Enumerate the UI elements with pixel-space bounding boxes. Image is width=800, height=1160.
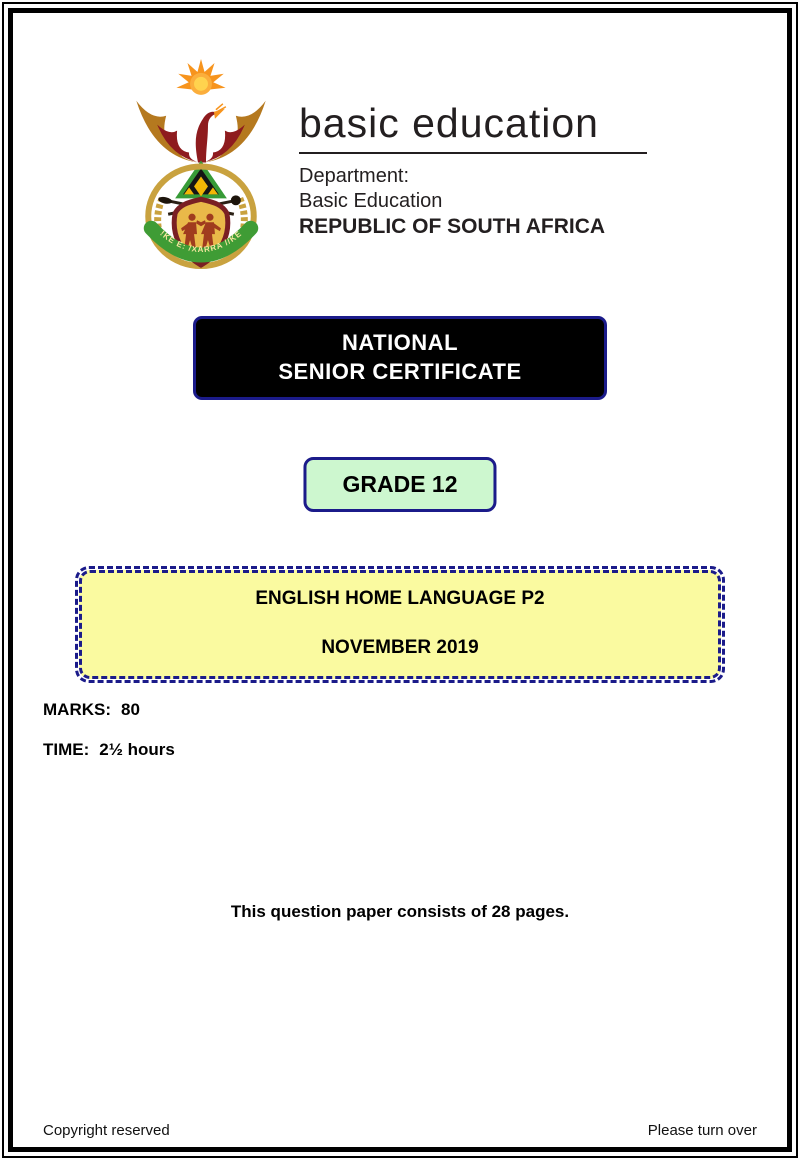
dept-line-2: Basic Education (299, 190, 443, 212)
marks-label: MARKS: (43, 700, 111, 719)
wordmark-rule (299, 152, 647, 154)
header (125, 57, 647, 271)
exam-session: NOVEMBER 2019 (321, 637, 479, 658)
time-label: TIME: (43, 740, 90, 759)
dept-line-3: REPUBLIC OF SOUTH AFRICA (299, 215, 606, 238)
certificate-line-2: SENIOR CERTIFICATE (278, 359, 522, 384)
grade-label: GRADE 12 (342, 471, 458, 497)
page-count-note: This question paper consists of 28 pages. (230, 902, 570, 921)
subject-banner (75, 566, 725, 683)
subject-title: ENGLISH HOME LANGUAGE P2 (255, 588, 545, 609)
copyright-text: Copyright reserved (43, 1122, 170, 1139)
south-africa-coat-of-arms-icon (125, 57, 277, 271)
wordmark: basic education (299, 100, 599, 146)
brand-block (299, 57, 647, 239)
dept-line-1: Department: (299, 165, 410, 187)
marks-row (43, 700, 140, 720)
footer (43, 1122, 757, 1139)
marks-value: 80 (121, 700, 140, 719)
motto-text: !KE E: /XARRA //KE (158, 228, 244, 255)
page-border-outer (2, 2, 798, 1158)
certificate-line-1: NATIONAL (341, 330, 459, 355)
certificate-banner (193, 316, 607, 400)
sun-icon (175, 59, 226, 95)
grade-banner (303, 457, 496, 512)
page-border-inner (8, 8, 792, 1152)
turn-over-text: Please turn over (647, 1122, 757, 1139)
time-value: 2½ hours (99, 740, 175, 759)
subject-banner-inner (79, 570, 721, 679)
time-row (43, 740, 175, 760)
